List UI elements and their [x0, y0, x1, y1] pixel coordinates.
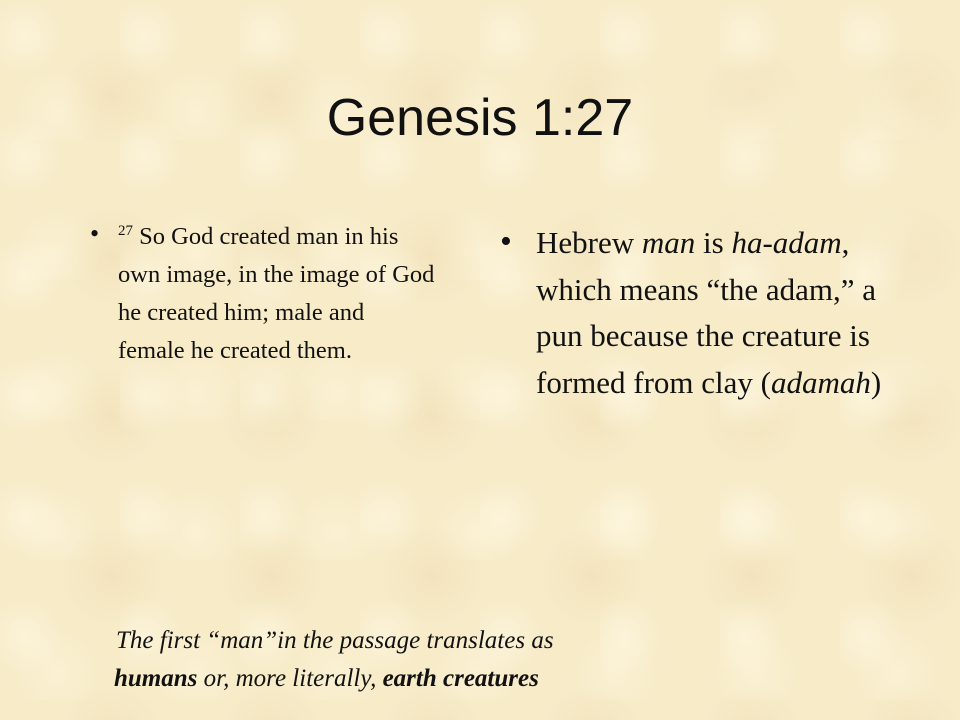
text-segment: Hebrew: [536, 225, 642, 260]
verse-text-block: [118, 218, 435, 370]
bold-term-humans: humans: [114, 665, 198, 692]
text-segment: is: [695, 225, 732, 260]
slide-title: Genesis 1:27: [326, 89, 634, 147]
text-segment: , which means “the adam,” a pun because the creature is formed from clay (: [536, 225, 876, 400]
verse-text: So God created man in his own image, in the image of God he created him; male and female he created them.: [118, 223, 435, 364]
right-bullet-item: [500, 220, 890, 406]
bullet-icon: •: [500, 223, 512, 260]
left-column: [90, 218, 435, 370]
verse-number: 27: [118, 223, 133, 239]
text-segment: ): [870, 364, 882, 400]
text-segment: or, more literally,: [197, 665, 383, 692]
footer-note: [116, 622, 716, 698]
bullet-icon: •: [90, 219, 100, 248]
right-column: [500, 220, 890, 406]
italic-term-adamah: adamah: [770, 364, 871, 400]
left-bullet-item: [90, 218, 435, 370]
footer-line-1: The first “man”in the passage translates as: [116, 627, 554, 654]
italic-term-ha-adam: ha-adam: [731, 225, 842, 260]
bold-term-earth-creatures: earth creatures: [382, 665, 539, 692]
footer-line-2: [114, 660, 716, 698]
explanation-text: [536, 220, 890, 406]
italic-term-man: man: [641, 225, 696, 260]
